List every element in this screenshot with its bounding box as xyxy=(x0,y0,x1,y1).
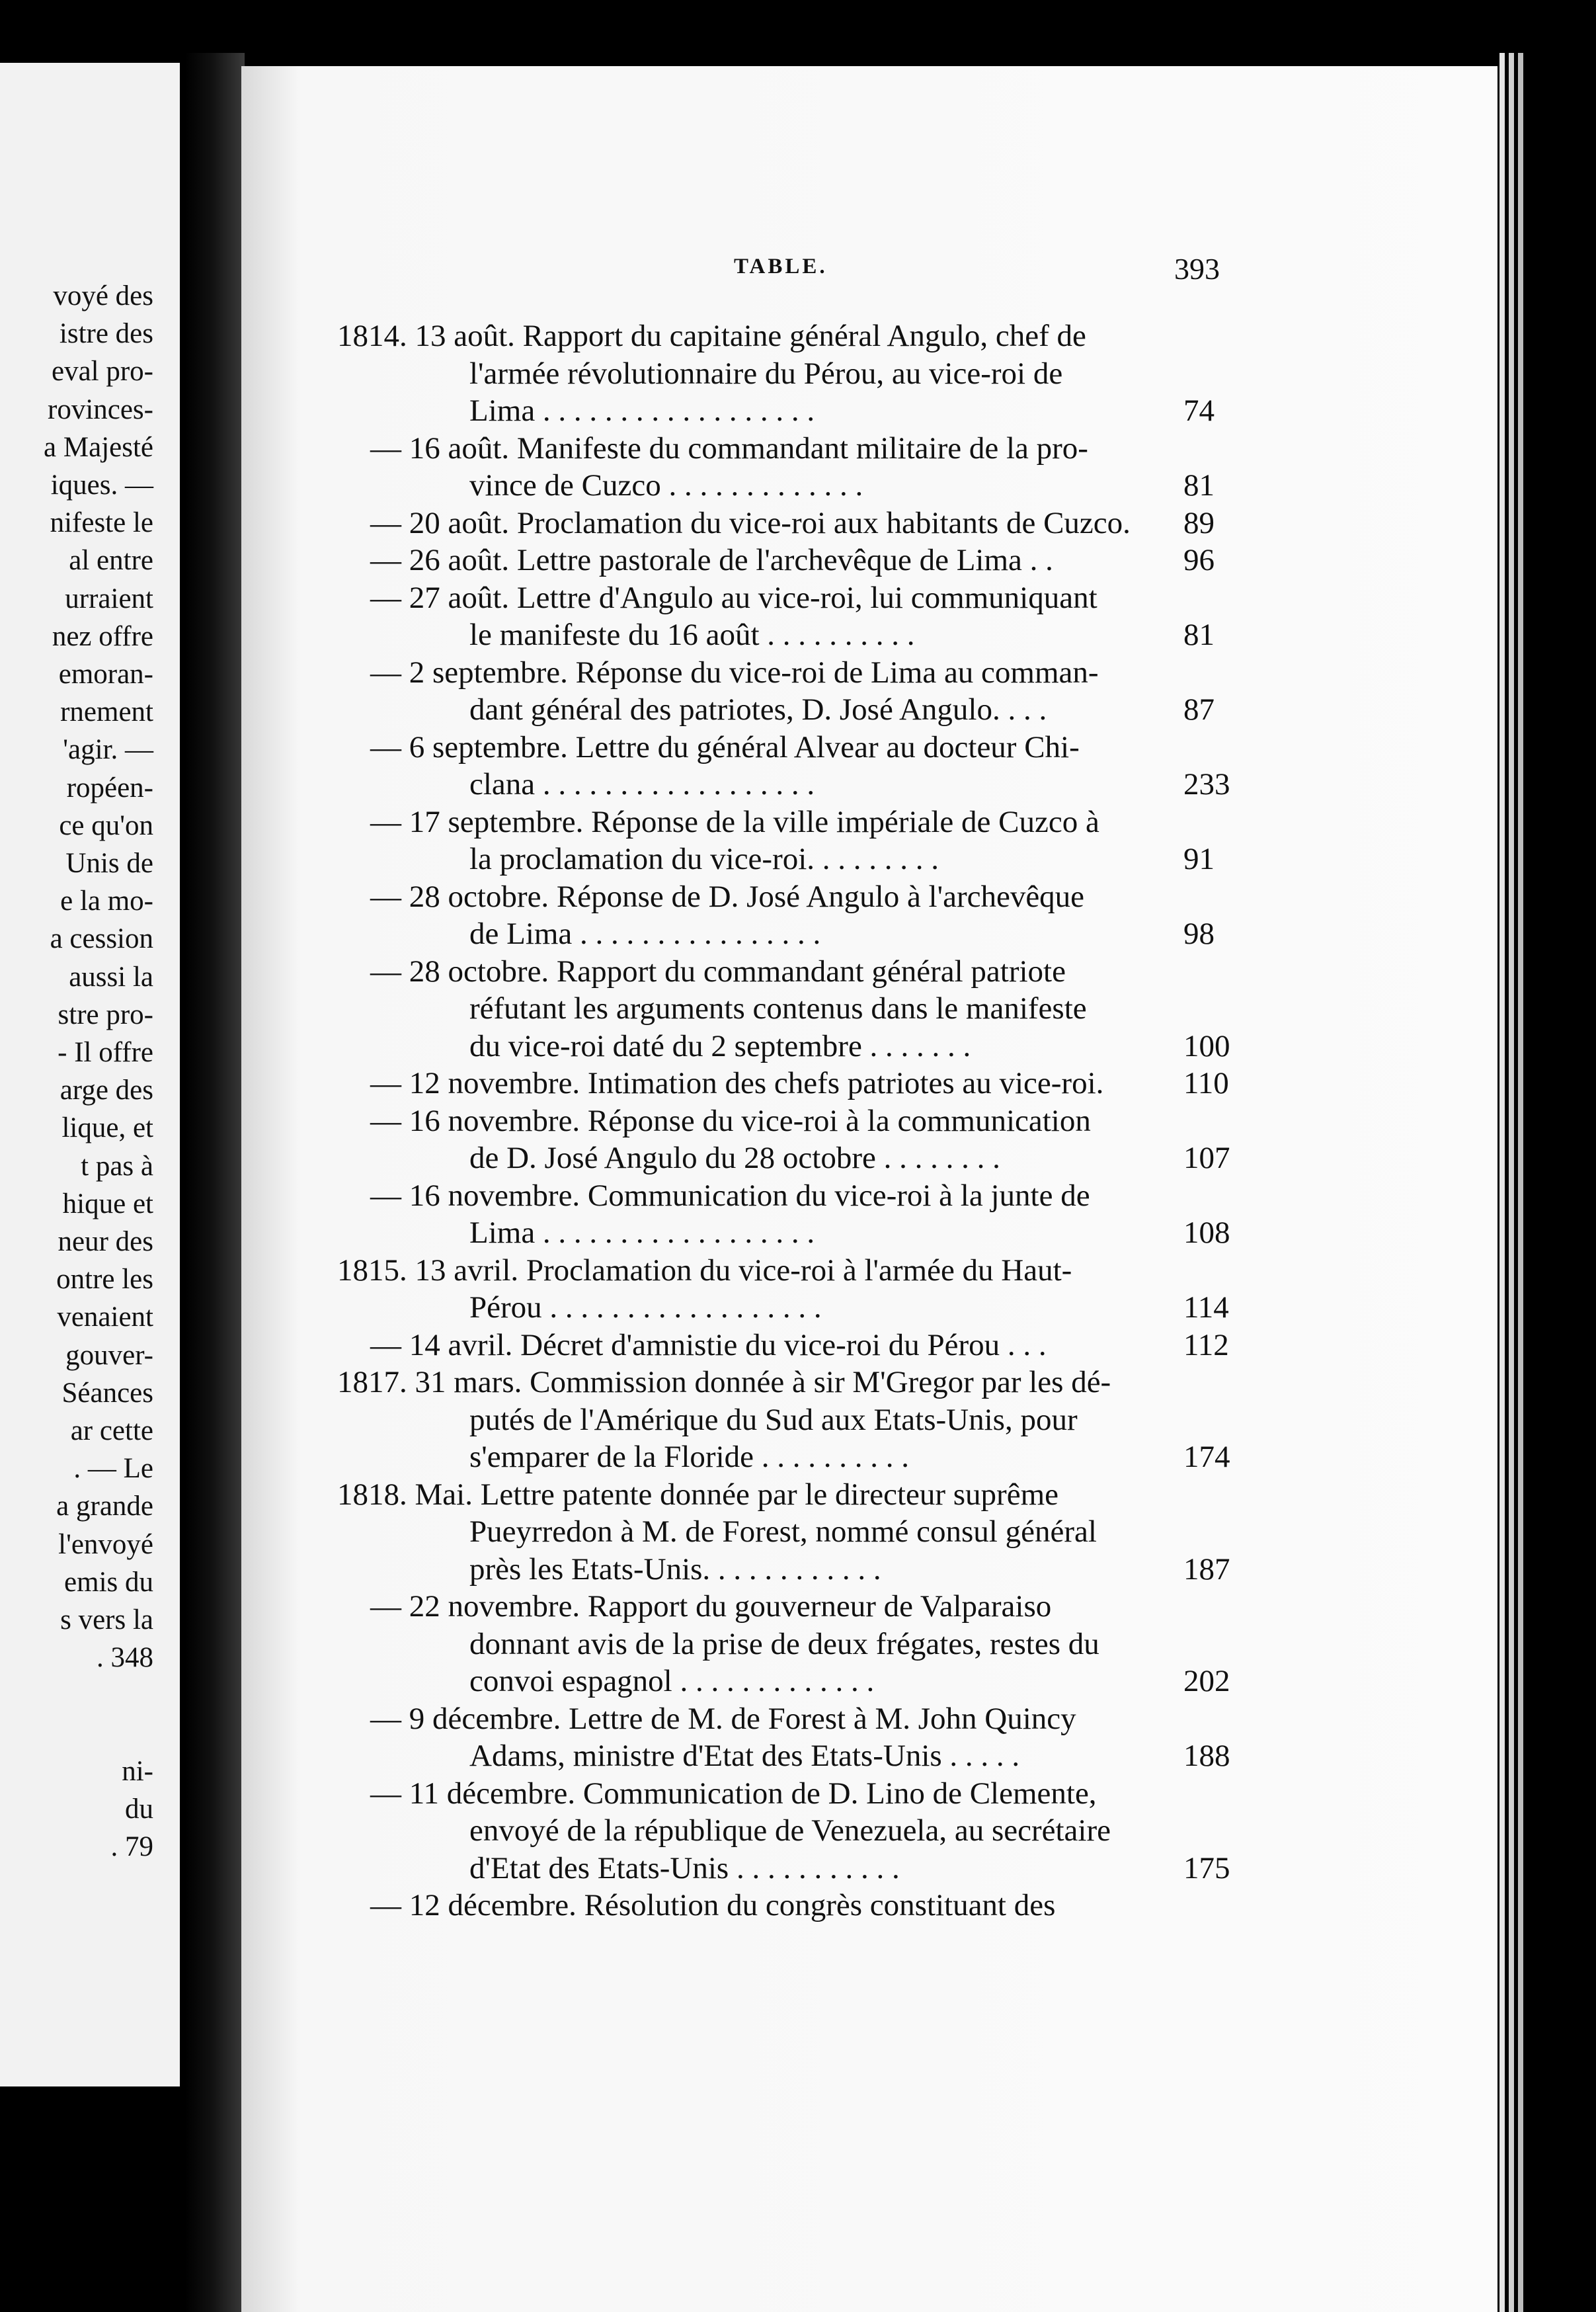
toc-page-number: 107 xyxy=(1183,1141,1230,1175)
left-page-line: emoran- xyxy=(58,659,153,690)
toc-entry-line: donnant avis de la prise de deux frégates, restes du xyxy=(469,1626,1099,1661)
left-page-line: du xyxy=(125,1794,153,1825)
left-page-line: lique, et xyxy=(61,1112,153,1144)
toc-entry-line: — 16 novembre. Réponse du vice-roi à la communication xyxy=(370,1103,1091,1138)
toc-entry-line: dant général des patriotes, D. José Angulo. . . . xyxy=(469,692,1047,727)
toc-entry-line: clana . . . . . . . . . . . . . . . . . . xyxy=(469,767,815,802)
left-page-line: t pas à xyxy=(81,1150,153,1182)
toc-entry-line: 1817. 31 mars. Commission donnée à sir M'Gregor par les dé- xyxy=(337,1365,1111,1399)
toc-entry-line: Adams, ministre d'Etat des Etats-Unis . . . . . xyxy=(469,1739,1020,1773)
left-page-line: arge des xyxy=(60,1075,153,1106)
toc-page-number: 89 xyxy=(1183,505,1215,540)
left-page-line: rovinces- xyxy=(48,393,153,425)
left-page-line: gouver- xyxy=(65,1339,153,1371)
toc-entry-line: 1814. 13 août. Rapport du capitaine général Angulo, chef de xyxy=(337,319,1086,353)
toc-entry-line: — 9 décembre. Lettre de M. de Forest à M. John Quincy xyxy=(370,1701,1076,1736)
toc-entry-line: — 28 octobre. Réponse de D. José Angulo à l'archevêque xyxy=(370,879,1085,914)
toc-entry-line: s'emparer de la Floride . . . . . . . . . . xyxy=(469,1440,909,1474)
left-page-line: urraient xyxy=(65,583,153,614)
toc-entry-line: — 11 décembre. Communication de D. Lino de Clemente, xyxy=(370,1776,1097,1811)
toc-entry-line: putés de l'Amérique du Sud aux Etats-Unis, pour xyxy=(469,1402,1078,1437)
left-page-line: ontre les xyxy=(56,1264,153,1296)
left-page-line: ni- xyxy=(122,1755,153,1787)
toc-page-number: 233 xyxy=(1183,767,1230,802)
page-number: 393 xyxy=(1174,252,1220,286)
left-page-line: e la mo- xyxy=(60,886,153,917)
toc-page-number: 74 xyxy=(1183,393,1215,428)
left-page-line: iques. — xyxy=(50,470,153,501)
toc-entry-line: — 17 septembre. Réponse de la ville impériale de Cuzco à xyxy=(370,804,1099,839)
left-page-line: . — Le xyxy=(73,1453,153,1485)
left-page-line: voyé des xyxy=(53,280,153,311)
left-page-line: istre des xyxy=(59,318,153,350)
left-page-line: nez offre xyxy=(52,620,153,652)
left-page-line: . 348 xyxy=(97,1642,153,1674)
toc-page-number: 112 xyxy=(1183,1327,1229,1362)
left-page-line: neur des xyxy=(58,1226,153,1257)
left-page-line: aussi la xyxy=(69,961,153,993)
left-page-line: s vers la xyxy=(60,1604,153,1635)
toc-entry-line: Lima . . . . . . . . . . . . . . . . . . xyxy=(469,393,815,428)
left-page-line: al entre xyxy=(69,545,153,577)
toc-page-number: 100 xyxy=(1183,1028,1230,1063)
toc-entry-line: envoyé de la république de Venezuela, au secrétaire xyxy=(469,1813,1111,1848)
toc-entry-line: — 16 août. Manifeste du commandant militaire de la pro- xyxy=(370,431,1088,466)
running-head: TABLE. xyxy=(734,255,828,278)
left-page-line: l'envoyé xyxy=(58,1528,153,1560)
toc-page-number: 91 xyxy=(1183,842,1215,876)
left-page-line: 'agir. — xyxy=(63,734,153,766)
toc-page-number: 202 xyxy=(1183,1664,1230,1698)
toc-page-number: 96 xyxy=(1183,543,1215,577)
toc-entry-line: vince de Cuzco . . . . . . . . . . . . . xyxy=(469,468,863,503)
toc-page-number: 108 xyxy=(1183,1216,1230,1250)
toc-page-number: 110 xyxy=(1183,1066,1229,1100)
toc-entry-line: 1815. 13 avril. Proclamation du vice-roi à l'armée du Haut- xyxy=(337,1253,1072,1288)
toc-page-number: 187 xyxy=(1183,1551,1230,1587)
toc-entry-line: — 12 novembre. Intimation des chefs patriotes au vice-roi. xyxy=(370,1066,1104,1100)
toc-entry-line: — 6 septembre. Lettre du général Alvear au docteur Chi- xyxy=(370,729,1080,764)
left-page-line: venaient xyxy=(57,1301,153,1333)
toc-entry-line: de D. José Angulo du 28 octobre . . . . . . . . xyxy=(469,1141,1000,1175)
left-page-line: Séances xyxy=(61,1377,153,1409)
left-page-line: hique et xyxy=(62,1188,153,1219)
left-page-line: eval pro- xyxy=(51,356,153,388)
toc-entry-line: — 12 décembre. Résolution du congrès constituant des xyxy=(370,1888,1056,1922)
toc-entry-line: — 20 août. Proclamation du vice-roi aux habitants de Cuzco. xyxy=(370,505,1131,540)
left-page-line: nifeste le xyxy=(50,507,153,539)
toc-page-number: 81 xyxy=(1183,468,1215,503)
toc-entry-line: du vice-roi daté du 2 septembre . . . . . . . xyxy=(469,1028,971,1063)
left-page-line: - Il offre xyxy=(58,1037,153,1068)
toc-page-number: 114 xyxy=(1183,1290,1229,1325)
left-page-line: a cession xyxy=(50,923,153,955)
left-page-line: Unis de xyxy=(65,848,153,879)
toc-entry-line: le manifeste du 16 août . . . . . . . . . . xyxy=(469,618,915,652)
toc-entry-line: — 26 août. Lettre pastorale de l'archevêque de Lima . . xyxy=(370,543,1053,577)
toc-entry-line: l'armée révolutionnaire du Pérou, au vice-roi de xyxy=(469,356,1063,391)
toc-entry-line: Pueyrredon à M. de Forest, nommé consul général xyxy=(469,1514,1097,1549)
left-page-line: a grande xyxy=(56,1491,153,1522)
toc-entry-line: — 27 août. Lettre d'Angulo au vice-roi, lui communiquant xyxy=(370,580,1097,615)
toc-entry-line: — 16 novembre. Communication du vice-roi à la junte de xyxy=(370,1178,1090,1213)
left-page-line: rnement xyxy=(60,696,153,728)
toc-entry-line: de Lima . . . . . . . . . . . . . . . . xyxy=(469,917,821,951)
toc-entry-line: Lima . . . . . . . . . . . . . . . . . . xyxy=(469,1216,815,1250)
left-page-line: ar cette xyxy=(70,1415,153,1446)
toc-entry-line: la proclamation du vice-roi. . . . . . . . . xyxy=(469,842,939,876)
toc-entry-line: Pérou . . . . . . . . . . . . . . . . . . xyxy=(469,1290,822,1325)
left-page-line: emis du xyxy=(64,1566,153,1598)
toc-entry-line: — 28 octobre. Rapport du commandant général patriote xyxy=(370,954,1066,989)
toc-page-number: 87 xyxy=(1183,692,1215,727)
left-page-line: ce qu'on xyxy=(59,809,153,841)
left-page-line: ropéen- xyxy=(66,772,153,804)
toc-entry-line: d'Etat des Etats-Unis . . . . . . . . . . . xyxy=(469,1850,900,1885)
toc-entry-line: convoi espagnol . . . . . . . . . . . . . xyxy=(469,1664,875,1698)
toc-entry-line: réfutant les arguments contenus dans le manifeste xyxy=(469,991,1087,1026)
toc-entry-line: — 2 septembre. Réponse du vice-roi de Lima au comman- xyxy=(370,655,1099,690)
toc-entry-line: près les Etats-Unis. . . . . . . . . . . . xyxy=(469,1551,881,1587)
toc-page-number: 81 xyxy=(1183,618,1215,652)
toc-page-number: 175 xyxy=(1183,1850,1230,1885)
left-page-line: stre pro- xyxy=(58,999,153,1030)
toc-page-number: 98 xyxy=(1183,917,1215,951)
toc-entry-line: — 14 avril. Décret d'amnistie du vice-roi du Pérou . . . xyxy=(370,1327,1047,1362)
toc-page-number: 174 xyxy=(1183,1440,1230,1474)
left-page-line: . 79 xyxy=(110,1831,153,1863)
toc-entry-line: 1818. Mai. Lettre patente donnée par le directeur suprême xyxy=(337,1477,1058,1512)
left-page-line: a Majesté xyxy=(44,431,153,463)
toc-page-number: 188 xyxy=(1183,1739,1230,1773)
toc-entry-line: — 22 novembre. Rapport du gouverneur de Valparaiso xyxy=(370,1589,1052,1624)
